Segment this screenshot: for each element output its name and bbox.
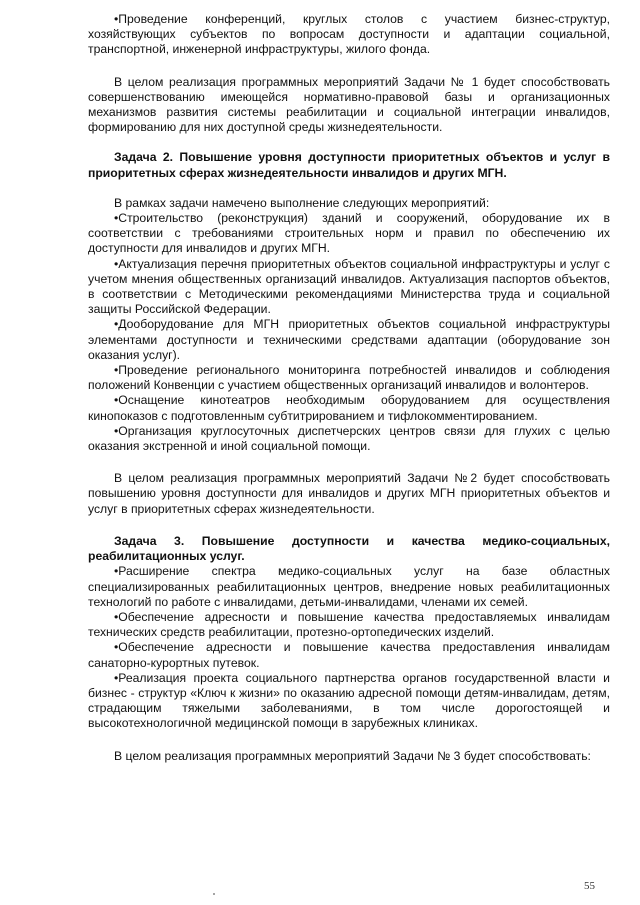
summary-paragraph: В целом реализация программных мероприятий Задачи №2 будет способствовать повышению уровня доступности для инвалидов и других МГН приоритетных объектов и услуг в приоритетных сферах жизнедеятельности. bbox=[88, 471, 610, 516]
summary-paragraph: В целом реализация программных мероприятий Задачи № 3 будет способствовать: bbox=[114, 748, 591, 763]
bullet-paragraph: •Проведение конференций, круглых столов с участием бизнес-структур, хозяйствующих субъектов по вопросам доступности и адаптации социальной, транспортной, инженерной инфраструктуры, жилого фонда. bbox=[88, 12, 610, 57]
bullet-paragraph: •Актуализация перечня приоритетных объектов социальной инфраструктуры и услуг с учетом мнения общественных организаций инвалидов. Актуализация паспортов объектов, в соответствии с Методическими рекомендациями Министерства труда и социальной защиты Российской Федерации. bbox=[88, 256, 610, 317]
page-number: 55 bbox=[584, 880, 595, 892]
section-heading: Задача 3. Повышение доступности и качества медико-социальных, реабилитационных услуг. bbox=[88, 533, 610, 564]
bullet-paragraph: •Обеспечение адресности и повышение качества предоставления инвалидам санаторно-курортных путевок. bbox=[88, 640, 610, 670]
bullet-paragraph: •Организация круглосуточных диспетчерских центров связи для глухих с целью оказания экстренной и иной социальной помощи. bbox=[88, 423, 610, 454]
bullet-paragraph: •Расширение спектра медико-социальных услуг на базе областных специализированных реабилитационных центров, внедрение новых реабилитационных технологий по работе с инвалидами, детьми-инвалидами, членами их семей. bbox=[88, 564, 610, 609]
section-heading: Задача 2. Повышение уровня доступности приоритетных объектов и услуг в приоритетных сферах жизнедеятельности инвалидов и других МГН. bbox=[88, 150, 610, 180]
intro-paragraph: В рамках задачи намечено выполнение следующих мероприятий: bbox=[114, 195, 490, 210]
bullet-paragraph: •Обеспечение адресности и повышение качества предоставляемых инвалидам технических средств реабилитации, протезно-ортопедических изделий. bbox=[88, 609, 610, 640]
bullet-paragraph: •Дооборудование для МГН приоритетных объектов социальной инфраструктуры элементами доступности и техническими средствами адаптации (оборудование зон оказания услуг). bbox=[88, 317, 610, 362]
bullet-paragraph: •Оснащение кинотеатров необходимым оборудованием для осуществления кинопоказов с подготовленным субтитрированием и тифлокомментированием. bbox=[88, 393, 610, 423]
document-body bbox=[88, 12, 610, 764]
bullet-paragraph: •Строительство (реконструкция) зданий и сооружений, оборудование их в соответствии с требованиями строительных норм и правил по обеспечению их доступности для инвалидов и других МГН. bbox=[88, 211, 610, 256]
bullet-paragraph: •Проведение регионального мониторинга потребностей инвалидов и соблюдения положений Конвенции с участием общественных организаций инвалидов и волонтеров. bbox=[88, 363, 610, 393]
bullet-paragraph: •Реализация проекта социального партнерства органов государственной власти и бизнес - структур «Ключ к жизни» по оказанию адресной помощи детям-инвалидам, детям, страдающим тяжелыми заболеваниями, в том числе дорогостоящей и высокотехнологичной медицинской помощи в зарубежных клиниках. bbox=[88, 670, 610, 731]
summary-paragraph: В целом реализация программных мероприятий Задачи № 1 будет способствовать совершенствованию имеющейся нормативно-правовой базы и организационных механизмов развития системы реабилитации и социальной интеграции инвалидов, формированию для них доступной среды жизнедеятельности. bbox=[88, 74, 610, 135]
scan-speck bbox=[213, 893, 215, 895]
